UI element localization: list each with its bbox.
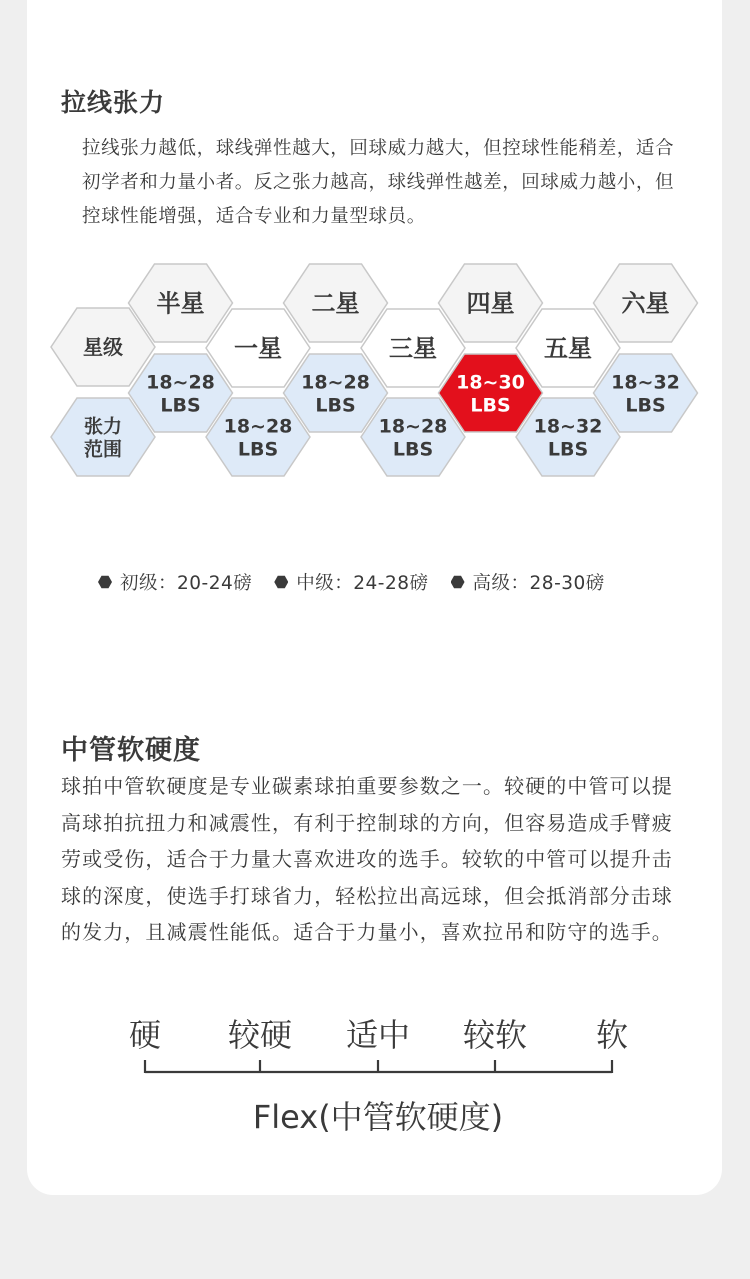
header-label-6: 五星 xyxy=(544,334,592,363)
legend-label: 高级：28-30磅 xyxy=(472,573,605,594)
range-label-3: 18~28 xyxy=(301,371,370,394)
range-label-6: LBS xyxy=(547,438,589,461)
legend-item-intermediate xyxy=(274,569,428,595)
range-label-0: 范围 xyxy=(83,438,123,461)
scale-label-medium: 适中 xyxy=(345,1016,411,1054)
range-label-1: LBS xyxy=(160,394,201,417)
range-label-2: 18~28 xyxy=(223,415,293,438)
hexagon-bullet-icon xyxy=(451,575,465,589)
star-tension-hex-chart xyxy=(45,256,705,486)
range-label-7: 18~32 xyxy=(611,371,680,394)
range-label-2: LBS xyxy=(237,438,279,461)
scale-label-hard: 硬 xyxy=(128,1016,162,1054)
range-label-1: 18~28 xyxy=(146,371,215,394)
hexagon-bullet-icon xyxy=(274,575,288,589)
scale-label-stiff: 较硬 xyxy=(227,1016,293,1054)
legend-item-beginner xyxy=(98,569,252,595)
range-label-5: LBS xyxy=(470,394,511,417)
header-label-0: 星级 xyxy=(83,335,123,360)
legend-item-advanced xyxy=(451,569,605,595)
section-title-tension: 拉线张力 xyxy=(61,88,166,117)
header-label-7: 六星 xyxy=(621,289,670,318)
header-label-3: 二星 xyxy=(311,289,360,318)
legend-label: 中级：24-28磅 xyxy=(296,573,429,594)
legend-label: 初级：20-24磅 xyxy=(120,573,253,594)
section-title-flex: 中管软硬度 xyxy=(61,735,201,766)
header-label-1: 一星 xyxy=(234,334,282,363)
range-label-7: LBS xyxy=(625,394,666,417)
hexagon-bullet-icon xyxy=(98,575,112,589)
range-label-4: 18~28 xyxy=(378,415,448,438)
tension-description: 拉线张力越低，球线弹性越大，回球威力越大，但控球性能稍差，适合初学者和力量小者。反之张力越高，球线弹性越差，回球威力越小，但控球性能增强，适合专业和力量型球员。 xyxy=(82,138,675,227)
scale-caption: Flex(中管软硬度) xyxy=(252,1098,504,1136)
flex-scale xyxy=(115,1010,635,1140)
range-label-4: LBS xyxy=(392,438,434,461)
range-label-0: 张力 xyxy=(83,415,123,438)
range-label-6: 18~32 xyxy=(533,415,603,438)
level-legend xyxy=(98,569,605,595)
scale-label-flexible: 较软 xyxy=(462,1016,528,1054)
header-label-4: 三星 xyxy=(389,334,437,363)
scale-label-soft: 软 xyxy=(595,1016,629,1054)
flex-description: 球拍中管软硬度是专业碳素球拍重要参数之一。较硬的中管可以提高球拍抗扭力和减震性，有利于控制球的方向，但容易造成手臂疲劳或受伤，适合于力量大喜欢进攻的选手。较软的中管可以提升击球的深度，使选手打球省力，轻松拉出高远球，但会抵消部分击球的发力，且减震性能低。适合于力量小，喜欢拉吊和防守的选手。 xyxy=(61,774,673,944)
header-label-5: 四星 xyxy=(466,289,515,318)
header-label-2: 半星 xyxy=(156,289,205,318)
range-label-3: LBS xyxy=(315,394,356,417)
range-label-5: 18~30 xyxy=(456,371,525,394)
